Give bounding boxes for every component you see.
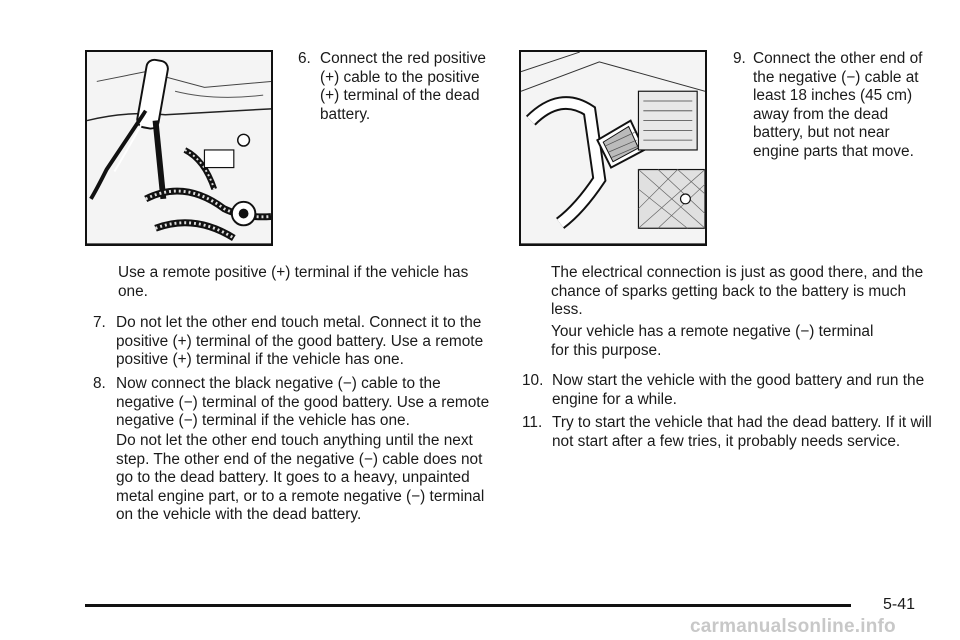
- step-8-text: Now connect the black negative (−) cable to the negative (−) terminal of the good battery. Use a remote negative (−) terminal if the vehicle has one.: [116, 375, 490, 430]
- step-10: [522, 372, 937, 409]
- note-8-text: Do not let the other end touch anything until the next step. The other end of the negative (−) cable does not go to the dead battery. It goes to a heavy, unpainted metal engine part, or to a remote negative (−) terminal on the vehicle with the dead battery.: [116, 432, 485, 524]
- footer-rule: [85, 604, 851, 607]
- watermark: carmanualsonline.info: [690, 616, 896, 637]
- step-9: [733, 50, 933, 162]
- note-9b: [551, 323, 891, 360]
- step-11: [522, 414, 937, 451]
- battery-cable-clamp-illustration-icon: [87, 52, 271, 244]
- step-6-text: Connect the red positive (+) cable to the positive (+) terminal of the dead battery.: [320, 50, 486, 123]
- remote-negative-terminal-illustration-icon: [521, 52, 705, 244]
- step-10-text: Now start the vehicle with the good battery and run the engine for a while.: [552, 372, 925, 408]
- step-8-number: 8.: [93, 375, 106, 392]
- remote-terminal-figure: [519, 50, 707, 246]
- step-6: [298, 50, 498, 124]
- note-9b-text: Your vehicle has a remote negative (−) terminal for this purpose.: [551, 323, 874, 359]
- step-7-text: Do not let the other end touch metal. Connect it to the positive (+) terminal of the good battery. Use a remote positive (+) terminal if the vehicle has one.: [116, 314, 484, 369]
- step-8: [93, 375, 503, 431]
- page-number: 5-41: [883, 596, 916, 613]
- step-11-text: Try to start the vehicle that had the dead battery. If it will not start after a few tries, it probably needs service.: [552, 414, 932, 450]
- note-9a-text: The electrical connection is just as good there, and the chance of sparks getting back to the battery is much less.: [551, 264, 924, 319]
- step-11-number: 11.: [522, 414, 543, 431]
- step-9-text: Connect the other end of the negative (−) cable at least 18 inches (45 cm) away from the dead battery, but not near engine parts that move.: [753, 50, 923, 160]
- step-10-number: 10.: [522, 372, 544, 389]
- step-7: [93, 314, 503, 370]
- note-6: [118, 264, 483, 301]
- step-9-number: 9.: [733, 50, 746, 67]
- step-7-number: 7.: [93, 314, 106, 331]
- step-6-number: 6.: [298, 50, 311, 67]
- note-6-text: Use a remote positive (+) terminal if the vehicle has one.: [118, 264, 469, 300]
- battery-cable-figure: [85, 50, 273, 246]
- note-8: [116, 432, 494, 525]
- note-9a: [551, 264, 936, 320]
